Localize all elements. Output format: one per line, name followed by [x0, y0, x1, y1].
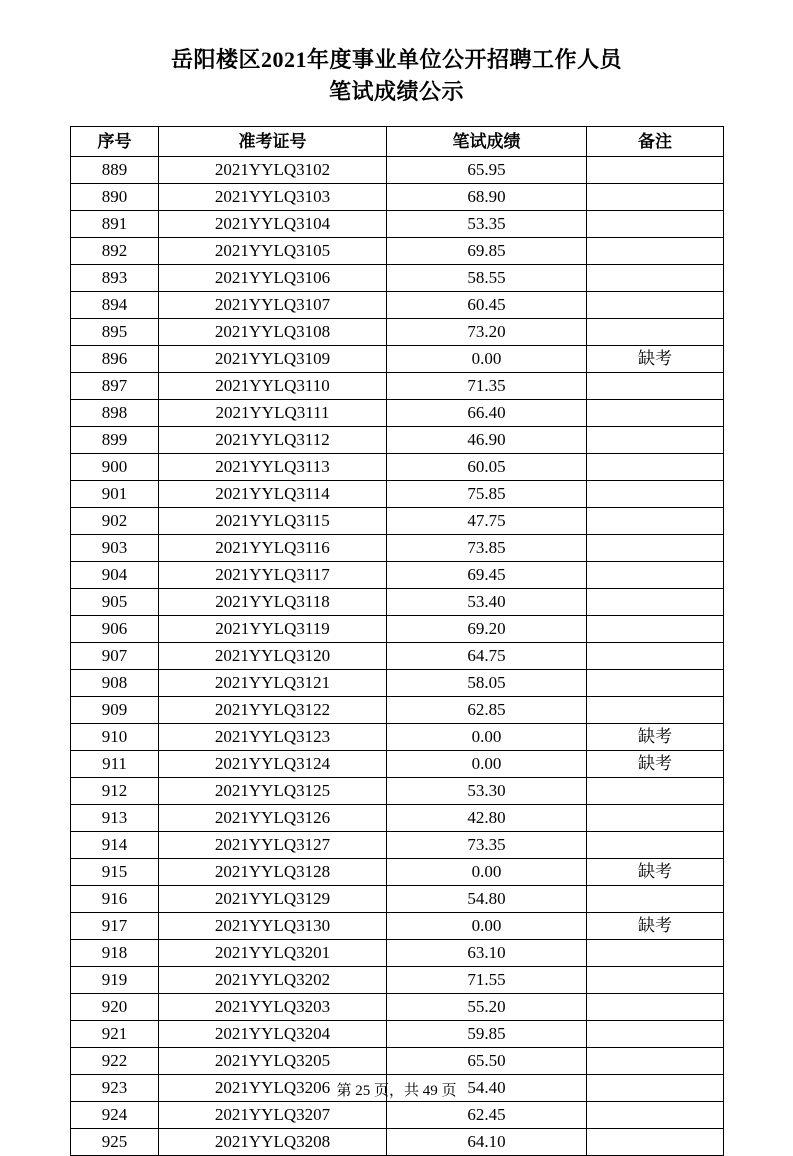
table-row [71, 805, 724, 832]
cell-seq: 913 [71, 805, 159, 832]
column-header-score: 笔试成绩 [387, 127, 587, 157]
cell-score: 66.40 [387, 400, 587, 427]
cell-score: 62.45 [387, 1102, 587, 1129]
table-header-row [71, 127, 724, 157]
cell-score: 58.55 [387, 265, 587, 292]
table-row [71, 886, 724, 913]
table-row [71, 697, 724, 724]
cell-seq: 903 [71, 535, 159, 562]
cell-seq: 904 [71, 562, 159, 589]
cell-note: 缺考 [587, 346, 724, 373]
table-row [71, 832, 724, 859]
table-row [71, 292, 724, 319]
cell-seq: 920 [71, 994, 159, 1021]
cell-seq: 912 [71, 778, 159, 805]
cell-card: 2021YYLQ3104 [159, 211, 387, 238]
cell-seq: 921 [71, 1021, 159, 1048]
cell-seq: 895 [71, 319, 159, 346]
cell-card: 2021YYLQ3204 [159, 1021, 387, 1048]
cell-score: 73.20 [387, 319, 587, 346]
cell-seq: 925 [71, 1129, 159, 1156]
cell-score: 0.00 [387, 751, 587, 778]
cell-card: 2021YYLQ3203 [159, 994, 387, 1021]
cell-score: 0.00 [387, 859, 587, 886]
cell-card: 2021YYLQ3125 [159, 778, 387, 805]
cell-note [587, 1102, 724, 1129]
cell-card: 2021YYLQ3114 [159, 481, 387, 508]
cell-note: 缺考 [587, 913, 724, 940]
cell-score: 53.30 [387, 778, 587, 805]
cell-card: 2021YYLQ3115 [159, 508, 387, 535]
cell-note [587, 643, 724, 670]
cell-score: 73.85 [387, 535, 587, 562]
cell-seq: 907 [71, 643, 159, 670]
table-row [71, 643, 724, 670]
page-title-line-1: 岳阳楼区2021年度事业单位公开招聘工作人员 [170, 47, 622, 72]
table-row [71, 238, 724, 265]
cell-note [587, 778, 724, 805]
cell-score: 53.35 [387, 211, 587, 238]
cell-score: 53.40 [387, 589, 587, 616]
cell-seq: 897 [71, 373, 159, 400]
cell-card: 2021YYLQ3111 [159, 400, 387, 427]
cell-seq: 924 [71, 1102, 159, 1129]
cell-score: 69.45 [387, 562, 587, 589]
table-row [71, 427, 724, 454]
cell-card: 2021YYLQ3205 [159, 1048, 387, 1075]
cell-score: 68.90 [387, 184, 587, 211]
cell-note [587, 832, 724, 859]
cell-score: 54.80 [387, 886, 587, 913]
table-row [71, 940, 724, 967]
cell-seq: 906 [71, 616, 159, 643]
cell-note [587, 454, 724, 481]
cell-card: 2021YYLQ3110 [159, 373, 387, 400]
page-title [70, 44, 723, 108]
cell-note [587, 967, 724, 994]
cell-card: 2021YYLQ3113 [159, 454, 387, 481]
cell-seq: 893 [71, 265, 159, 292]
table-row [71, 778, 724, 805]
cell-seq: 890 [71, 184, 159, 211]
cell-card: 2021YYLQ3124 [159, 751, 387, 778]
table-row [71, 184, 724, 211]
cell-card: 2021YYLQ3119 [159, 616, 387, 643]
cell-score: 59.85 [387, 1021, 587, 1048]
cell-note [587, 805, 724, 832]
cell-score: 42.80 [387, 805, 587, 832]
cell-note [587, 508, 724, 535]
cell-score: 71.35 [387, 373, 587, 400]
cell-card: 2021YYLQ3122 [159, 697, 387, 724]
cell-seq: 901 [71, 481, 159, 508]
column-header-note: 备注 [587, 127, 724, 157]
cell-note [587, 1048, 724, 1075]
table-row [71, 346, 724, 373]
cell-card: 2021YYLQ3127 [159, 832, 387, 859]
cell-score: 64.75 [387, 643, 587, 670]
page-title-line-2: 笔试成绩公示 [328, 79, 464, 104]
cell-note [587, 400, 724, 427]
table-row [71, 1129, 724, 1156]
cell-seq: 918 [71, 940, 159, 967]
cell-score: 60.45 [387, 292, 587, 319]
table-row [71, 967, 724, 994]
cell-note [587, 481, 724, 508]
cell-note [587, 184, 724, 211]
table-row [71, 535, 724, 562]
cell-seq: 919 [71, 967, 159, 994]
cell-card: 2021YYLQ3108 [159, 319, 387, 346]
cell-card: 2021YYLQ3128 [159, 859, 387, 886]
cell-card: 2021YYLQ3102 [159, 157, 387, 184]
table-row [71, 400, 724, 427]
table-row [71, 670, 724, 697]
cell-seq: 892 [71, 238, 159, 265]
cell-card: 2021YYLQ3208 [159, 1129, 387, 1156]
cell-card: 2021YYLQ3103 [159, 184, 387, 211]
cell-score: 46.90 [387, 427, 587, 454]
table-row [71, 211, 724, 238]
table-row [71, 1021, 724, 1048]
table-row [71, 1102, 724, 1129]
cell-score: 47.75 [387, 508, 587, 535]
table-row [71, 913, 724, 940]
cell-seq: 891 [71, 211, 159, 238]
cell-note [587, 157, 724, 184]
table-row [71, 508, 724, 535]
cell-score: 55.20 [387, 994, 587, 1021]
cell-score: 71.55 [387, 967, 587, 994]
table-row [71, 319, 724, 346]
cell-card: 2021YYLQ3126 [159, 805, 387, 832]
cell-score: 0.00 [387, 346, 587, 373]
column-header-card: 准考证号 [159, 127, 387, 157]
cell-seq: 896 [71, 346, 159, 373]
table-row [71, 724, 724, 751]
cell-seq: 915 [71, 859, 159, 886]
cell-note [587, 697, 724, 724]
cell-seq: 910 [71, 724, 159, 751]
cell-score: 69.85 [387, 238, 587, 265]
cell-note [587, 319, 724, 346]
cell-note [587, 427, 724, 454]
cell-seq: 894 [71, 292, 159, 319]
cell-seq: 922 [71, 1048, 159, 1075]
cell-card: 2021YYLQ3118 [159, 589, 387, 616]
cell-note [587, 562, 724, 589]
column-header-seq: 序号 [71, 127, 159, 157]
cell-card: 2021YYLQ3106 [159, 265, 387, 292]
cell-score: 69.20 [387, 616, 587, 643]
cell-card: 2021YYLQ3121 [159, 670, 387, 697]
cell-seq: 908 [71, 670, 159, 697]
cell-card: 2021YYLQ3123 [159, 724, 387, 751]
cell-note: 缺考 [587, 724, 724, 751]
cell-note [587, 940, 724, 967]
cell-card: 2021YYLQ3117 [159, 562, 387, 589]
table-row [71, 994, 724, 1021]
cell-note [587, 589, 724, 616]
table-row [71, 373, 724, 400]
cell-card: 2021YYLQ3206 [159, 1075, 387, 1102]
cell-card: 2021YYLQ3116 [159, 535, 387, 562]
cell-seq: 898 [71, 400, 159, 427]
cell-note [587, 1021, 724, 1048]
cell-seq: 899 [71, 427, 159, 454]
scores-table-container [70, 126, 723, 1156]
cell-card: 2021YYLQ3201 [159, 940, 387, 967]
cell-card: 2021YYLQ3109 [159, 346, 387, 373]
cell-score: 0.00 [387, 724, 587, 751]
cell-note [587, 616, 724, 643]
cell-score: 62.85 [387, 697, 587, 724]
cell-note [587, 1129, 724, 1156]
table-row [71, 1048, 724, 1075]
cell-score: 64.10 [387, 1129, 587, 1156]
table-header [71, 127, 724, 157]
cell-note [587, 670, 724, 697]
table-row [71, 589, 724, 616]
cell-note [587, 292, 724, 319]
cell-seq: 914 [71, 832, 159, 859]
table-row [71, 481, 724, 508]
cell-card: 2021YYLQ3112 [159, 427, 387, 454]
table-row [71, 616, 724, 643]
cell-note [587, 373, 724, 400]
table-row [71, 265, 724, 292]
cell-seq: 923 [71, 1075, 159, 1102]
cell-seq: 917 [71, 913, 159, 940]
cell-card: 2021YYLQ3129 [159, 886, 387, 913]
cell-card: 2021YYLQ3120 [159, 643, 387, 670]
cell-score: 60.05 [387, 454, 587, 481]
scores-table [70, 126, 724, 1156]
cell-card: 2021YYLQ3202 [159, 967, 387, 994]
table-row [71, 751, 724, 778]
table-row [71, 859, 724, 886]
cell-card: 2021YYLQ3105 [159, 238, 387, 265]
cell-note: 缺考 [587, 751, 724, 778]
table-row [71, 454, 724, 481]
cell-card: 2021YYLQ3130 [159, 913, 387, 940]
table-row [71, 562, 724, 589]
table-body [71, 157, 724, 1156]
cell-seq: 900 [71, 454, 159, 481]
cell-note [587, 265, 724, 292]
cell-seq: 911 [71, 751, 159, 778]
cell-score: 58.05 [387, 670, 587, 697]
cell-seq: 905 [71, 589, 159, 616]
cell-note [587, 211, 724, 238]
cell-card: 2021YYLQ3107 [159, 292, 387, 319]
cell-score: 63.10 [387, 940, 587, 967]
cell-seq: 909 [71, 697, 159, 724]
cell-score: 54.40 [387, 1075, 587, 1102]
cell-score: 73.35 [387, 832, 587, 859]
cell-card: 2021YYLQ3207 [159, 1102, 387, 1129]
table-row [71, 157, 724, 184]
cell-seq: 916 [71, 886, 159, 913]
cell-score: 75.85 [387, 481, 587, 508]
cell-score: 0.00 [387, 913, 587, 940]
cell-note [587, 535, 724, 562]
cell-seq: 902 [71, 508, 159, 535]
cell-seq: 889 [71, 157, 159, 184]
cell-score: 65.95 [387, 157, 587, 184]
cell-note: 缺考 [587, 859, 724, 886]
cell-note [587, 238, 724, 265]
cell-score: 65.50 [387, 1048, 587, 1075]
cell-note [587, 886, 724, 913]
page-footer: 第 25 页，共 49 页 [336, 1083, 457, 1099]
cell-note [587, 994, 724, 1021]
